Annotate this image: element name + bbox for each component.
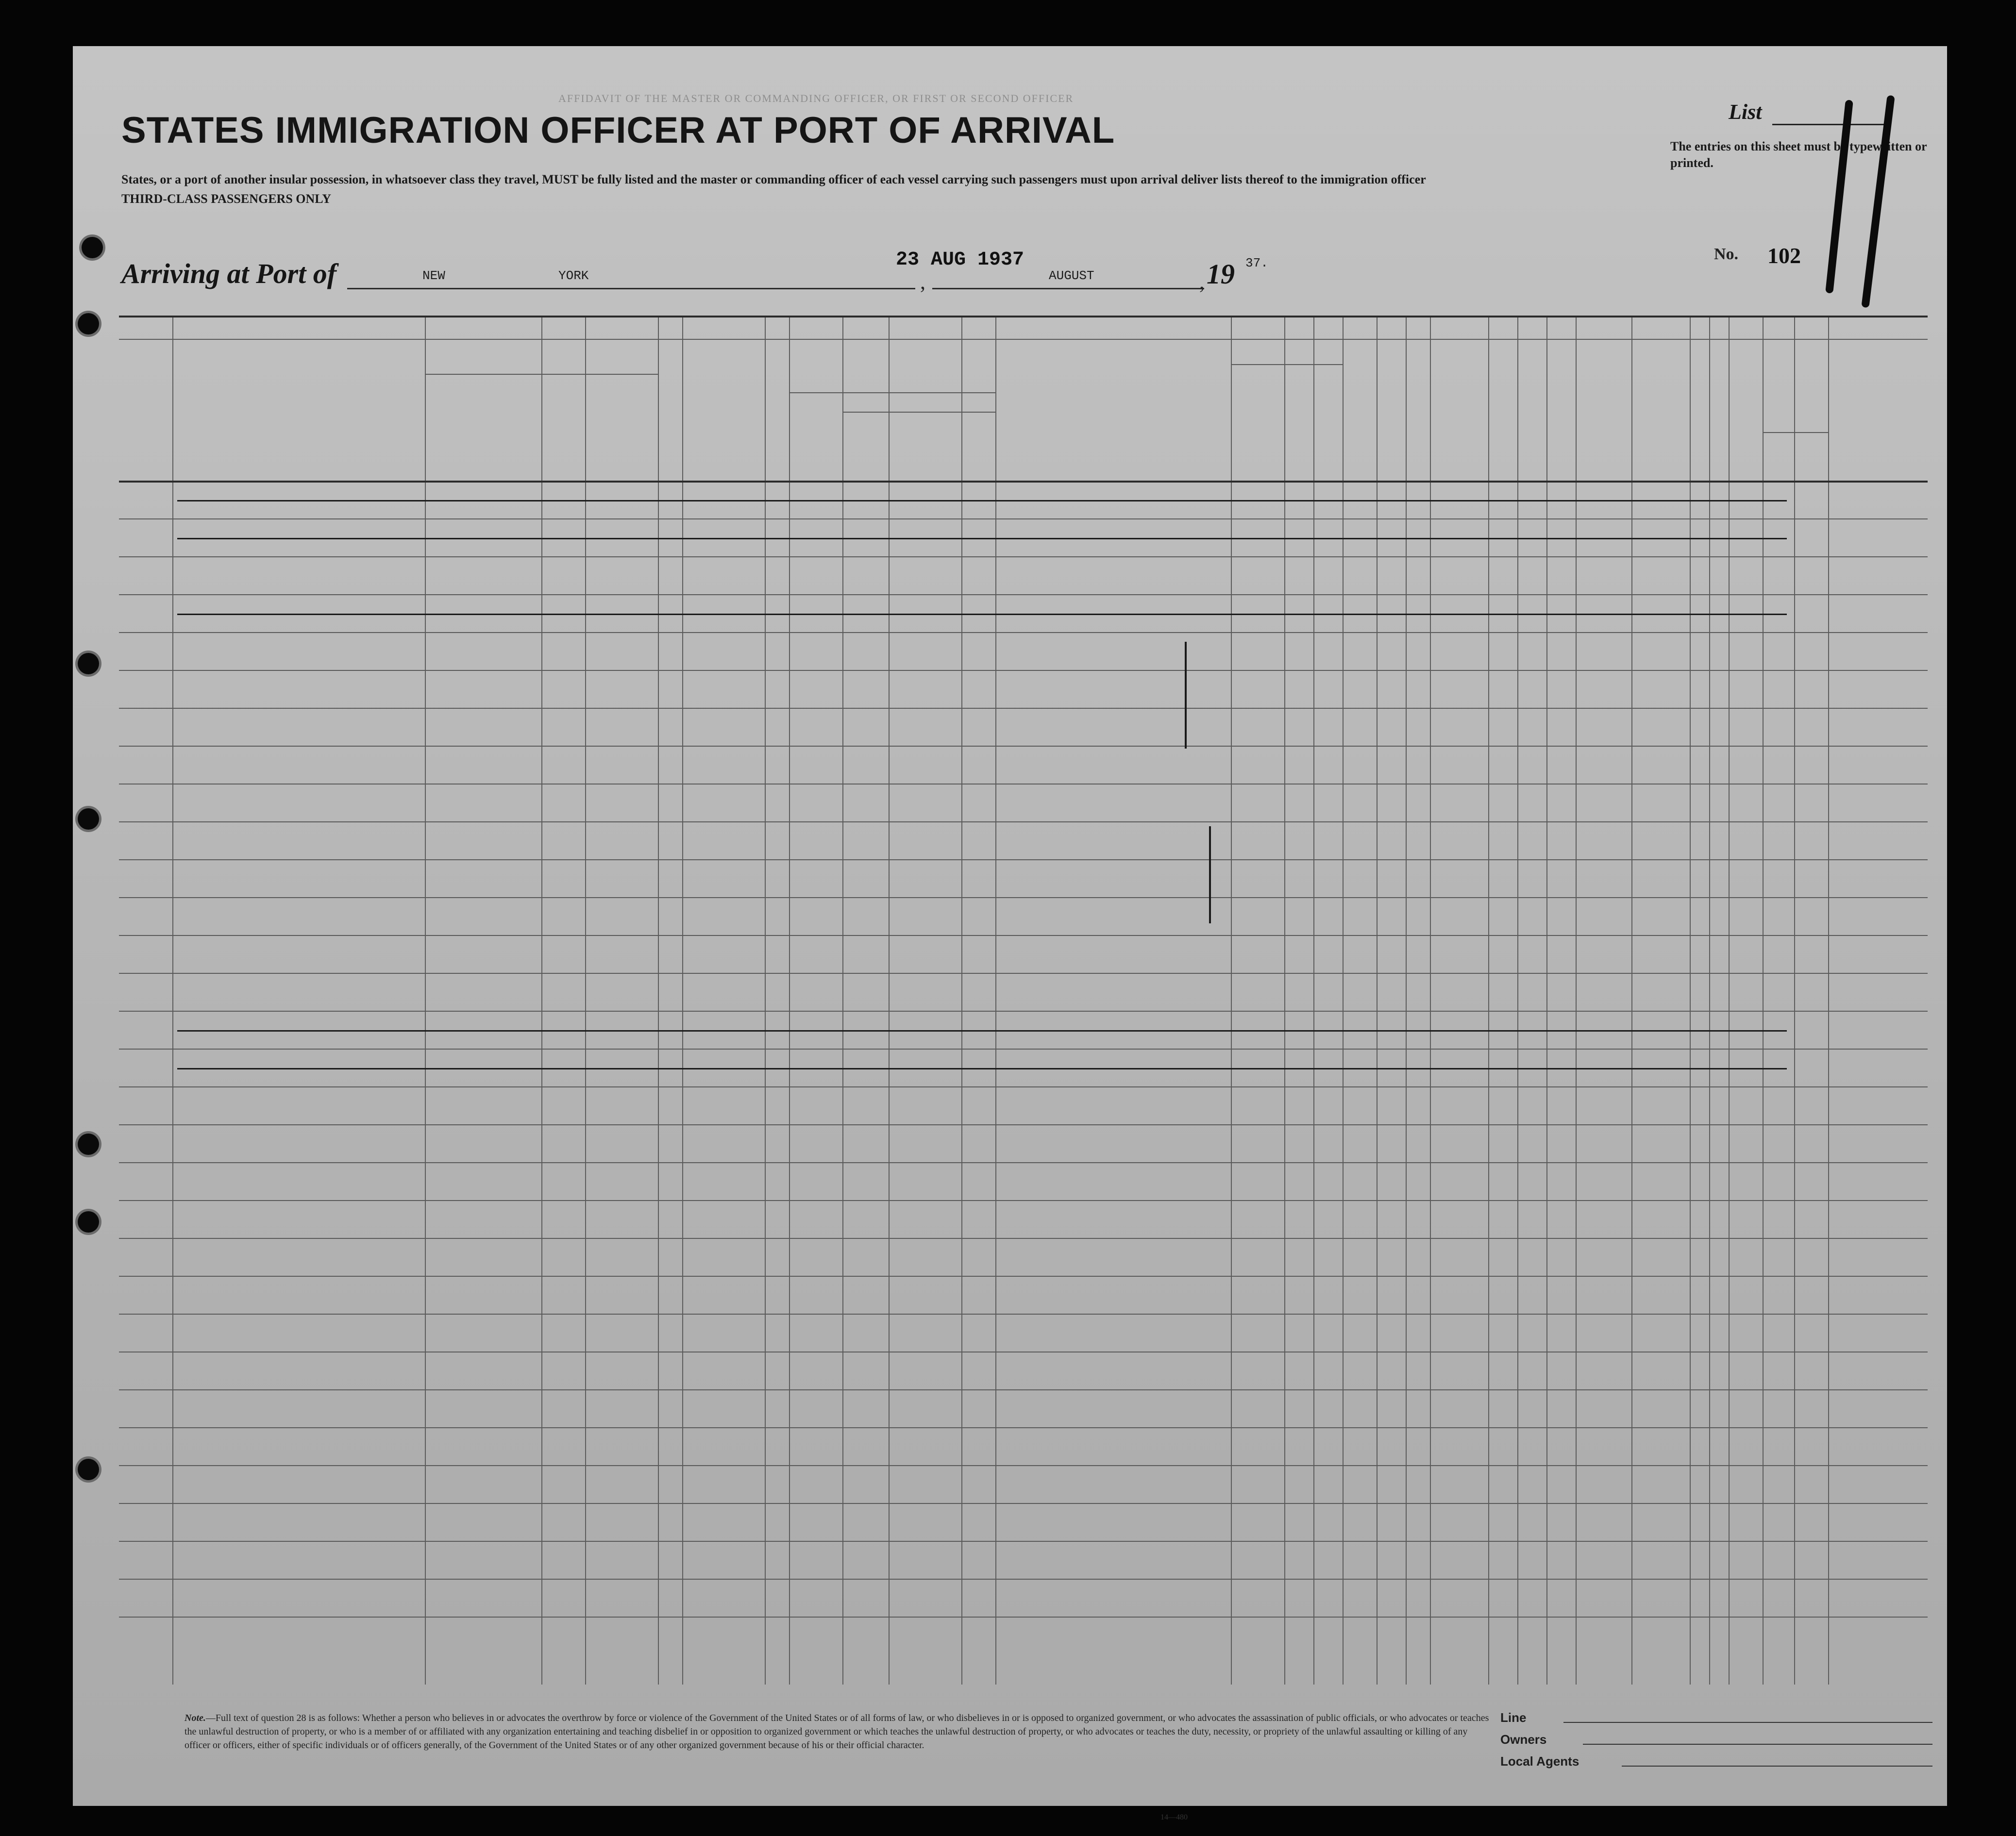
column-divider [1828, 316, 1829, 1685]
binder-hole [78, 1134, 99, 1155]
column-divider [1284, 316, 1285, 1685]
column-header-vertical [1548, 345, 1574, 476]
owners-label: Owners [1500, 1732, 1547, 1747]
column-divider [172, 316, 173, 1685]
row-rule [119, 1124, 1928, 1125]
page-title: STATES IMMIGRATION OFFICER AT PORT OF ARRIVAL [121, 110, 1115, 151]
handwritten-list-mark-1 [1825, 100, 1853, 293]
binder-hole [78, 1211, 99, 1233]
column-divider [765, 316, 766, 1685]
binder-hole [82, 237, 103, 258]
row-rule [119, 746, 1928, 747]
comma-1: , [920, 270, 925, 294]
row-rule [119, 1579, 1928, 1580]
column-header-vertical [767, 345, 787, 476]
column-divider [1576, 316, 1577, 1685]
column-divider [1343, 316, 1344, 1685]
column-divider [1690, 316, 1691, 1685]
strike-through [177, 538, 1787, 539]
faint-affidavit-heading: AFFIDAVIT OF THE MASTER OR COMMANDING OFFICER, OR FIRST OR SECOND OFFICER [558, 92, 1074, 104]
column-divider [995, 316, 996, 1685]
list-label: List [1729, 100, 1762, 124]
column-divider [1231, 316, 1232, 1685]
local-agents-field [1622, 1766, 1932, 1767]
row-rule [119, 670, 1928, 671]
arriving-label: Arriving at Port of [121, 258, 337, 289]
column-divider [961, 316, 962, 1685]
date-stamp: 23 AUG 1937 [896, 249, 1025, 271]
column-divider [1794, 316, 1795, 1685]
notice-line-2: THIRD-CLASS PASSENGERS ONLY [121, 192, 332, 206]
list-underline [1772, 124, 1884, 125]
month-line [932, 288, 1204, 289]
row-rule [119, 1086, 1928, 1087]
column-divider [842, 316, 843, 1685]
column-header-vertical [1432, 345, 1486, 476]
sub-rule [1231, 364, 1343, 365]
column-header-vertical [660, 345, 680, 476]
year-prefix: 19 [1207, 258, 1235, 290]
binder-hole [78, 1459, 99, 1480]
row-rule [119, 632, 1928, 633]
row-rule [119, 1200, 1928, 1201]
column-divider [889, 316, 890, 1685]
column-header-vertical [1378, 345, 1404, 476]
column-header-vertical [1344, 345, 1375, 476]
column-divider [541, 316, 542, 1685]
column-header-vertical [1408, 345, 1428, 476]
row-rule [119, 518, 1928, 519]
sheet-number-label: No. [1714, 245, 1739, 263]
row-rule [119, 1389, 1928, 1390]
pencil-bracket [1209, 826, 1211, 923]
row-rule [119, 556, 1928, 557]
column-divider [1517, 316, 1518, 1685]
column-divider [1488, 316, 1489, 1685]
row-rule [119, 594, 1928, 595]
column-divider [1313, 316, 1314, 1685]
column-divider [658, 316, 659, 1685]
column-header-vertical [1519, 345, 1545, 476]
line-field [1563, 1722, 1932, 1723]
binder-hole [78, 313, 99, 334]
comma-2: , [1199, 270, 1205, 294]
row-rule [119, 1314, 1928, 1315]
row-rule [119, 1617, 1928, 1618]
binder-hole [78, 653, 99, 674]
column-divider [1763, 316, 1764, 1685]
month: AUGUST [1049, 268, 1094, 283]
column-divider [1430, 316, 1431, 1685]
binder-hole [78, 808, 99, 830]
owners-field [1583, 1744, 1932, 1745]
header-top-rule [119, 316, 1928, 317]
column-divider [789, 316, 790, 1685]
column-divider [1546, 316, 1547, 1685]
strike-through [177, 500, 1787, 501]
footnote-label: Note. [185, 1713, 206, 1723]
row-rule [119, 859, 1928, 860]
sub-rule [1763, 432, 1828, 433]
passenger-table [119, 316, 1928, 1685]
local-agents-label: Local Agents [1500, 1754, 1579, 1769]
column-divider [1377, 316, 1378, 1685]
list-entries-note: The entries on this sheet must be typewritten or printed. [1670, 139, 1927, 170]
sub-rule [789, 392, 995, 393]
row-rule [119, 935, 1928, 936]
notice-line-1: States, or a port of another insular possession, in whatsoever class they travel, MUST be fully listed and the master or commanding officer of each vessel carrying such passengers must upon arrival deliver lists thereof to the immigration officer [121, 172, 1426, 186]
row-rule [119, 821, 1928, 822]
row-rule [119, 897, 1928, 898]
line-label: Line [1500, 1710, 1527, 1725]
port-line [347, 288, 915, 289]
column-number-rule [119, 339, 1928, 340]
header-bottom-rule [119, 481, 1928, 483]
handwritten-list-mark-2 [1861, 95, 1895, 308]
port-word-1: NEW [422, 268, 445, 283]
sheet-number: 102 [1767, 243, 1801, 268]
row-rule [119, 1465, 1928, 1466]
manifest-sheet [73, 46, 1947, 1821]
column-divider [1406, 316, 1407, 1685]
sub-rule [842, 412, 995, 413]
footnote-text: —Full text of question 28 is as follows: Whether a person who believes in or advocates the overthrow by force or violence of the Government of the United States or of all forms of law, or who disbelieves in or is opposed to organized government, or who advocates the assassination of public officials, or who advocates or teaches the unlawful destruction of property, or who is a member of or affiliated with any organization entertaining and teaching disbelief in or opposition to organized government or which teaches the unlawful destruction of property, or who advocates or teaches the duty, necessity, or propriety of the unlawful assaulting or killing of any officer or officers, either of specific individuals or of officers generally, of the Government of the United States or of any other organized government because of his or their official character. [185, 1713, 1489, 1751]
row-rule [119, 1541, 1928, 1542]
column-divider [682, 316, 683, 1685]
strike-through [177, 614, 1787, 615]
sub-rule [425, 374, 658, 375]
form-number: 14—480 [1160, 1813, 1188, 1821]
column-divider [425, 316, 426, 1685]
row-rule [119, 1011, 1928, 1012]
row-rule [119, 1427, 1928, 1428]
pencil-bracket [1185, 642, 1187, 749]
column-divider [1631, 316, 1632, 1685]
row-rule [119, 1503, 1928, 1504]
footnote [185, 1711, 1495, 1752]
row-rule [119, 708, 1928, 709]
row-rule [119, 973, 1928, 974]
column-divider [1729, 316, 1730, 1685]
row-rule [119, 1049, 1928, 1050]
row-rule [119, 1238, 1928, 1239]
strike-through [177, 1030, 1787, 1032]
row-rule [119, 1276, 1928, 1277]
year-suffix: 37. [1245, 256, 1268, 270]
column-divider [585, 316, 586, 1685]
row-rule [119, 1162, 1928, 1163]
strike-through [177, 1068, 1787, 1069]
port-word-2: YORK [558, 268, 589, 283]
column-divider [1709, 316, 1710, 1685]
column-header-vertical [1490, 345, 1515, 476]
